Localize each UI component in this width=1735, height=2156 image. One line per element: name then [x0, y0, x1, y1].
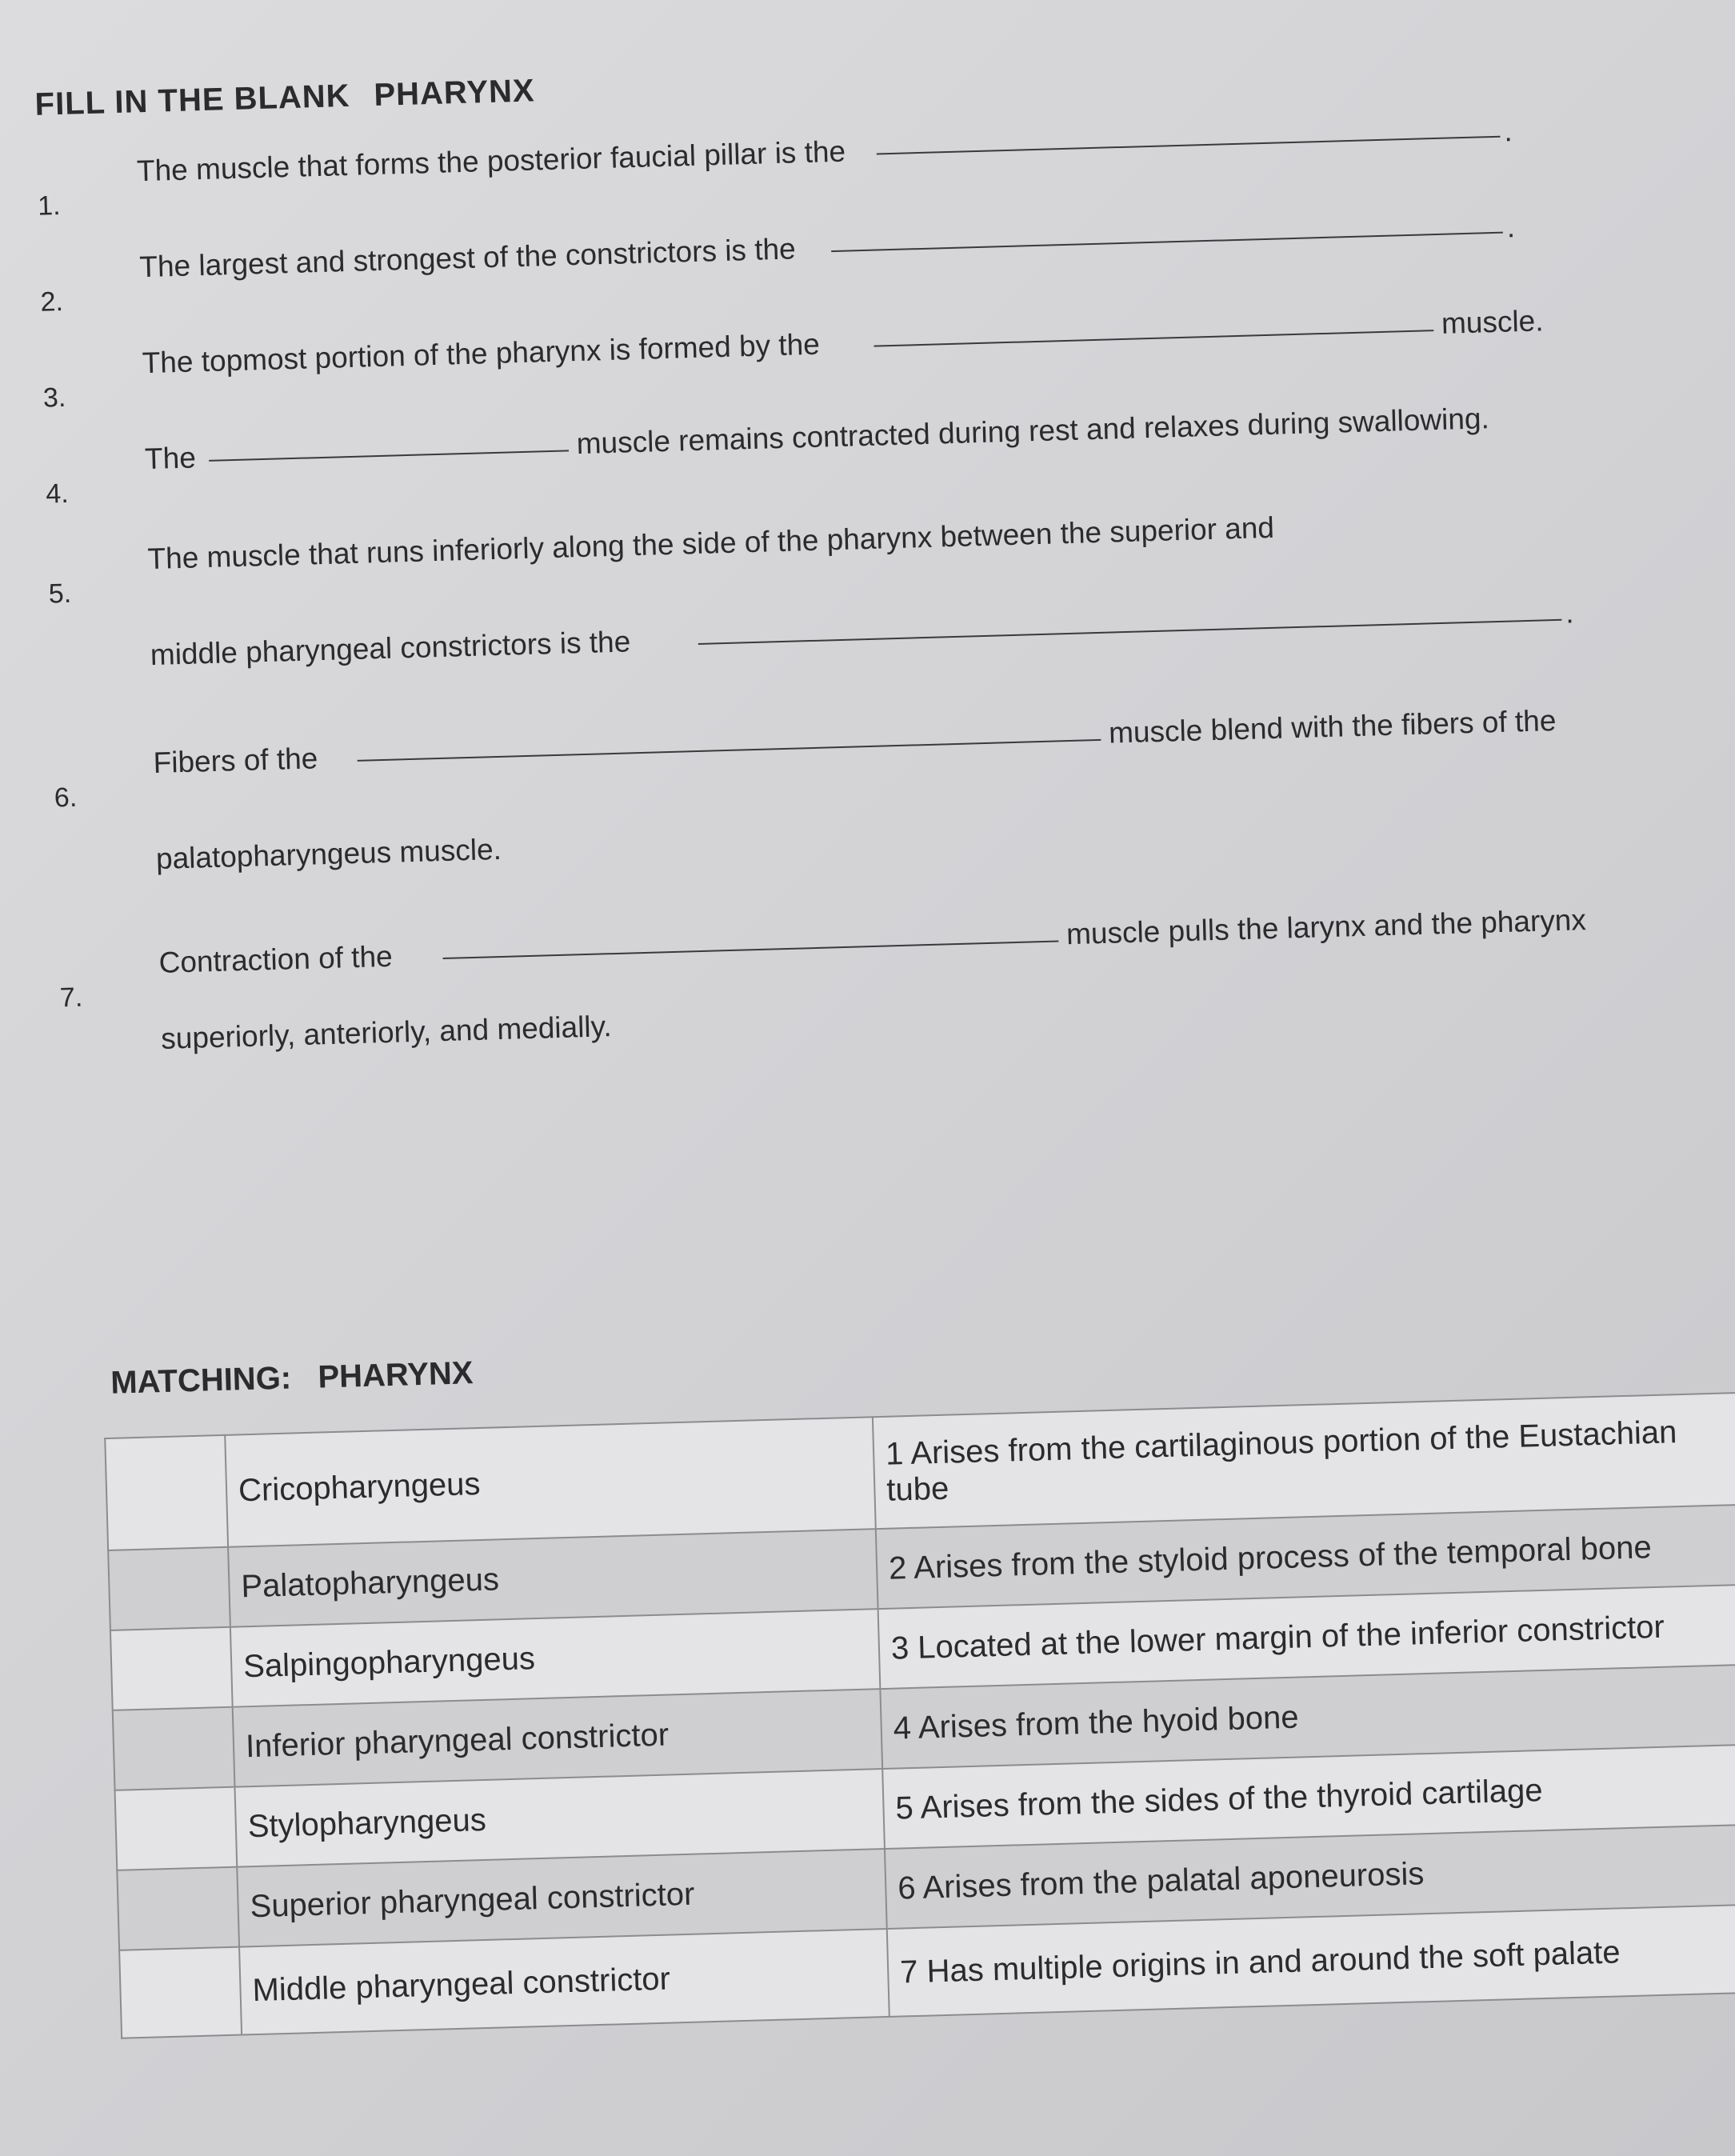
description-cell: 2 Arises from the styloid process of the temporal bone [876, 1505, 1735, 1609]
answer-blank-6[interactable] [358, 739, 1101, 762]
answer-cell[interactable] [113, 1707, 235, 1790]
answer-cell[interactable] [119, 1947, 242, 2038]
answer-cell[interactable] [115, 1787, 238, 1870]
description-cell: 7 Has multiple origins in and around the soft palate [887, 1905, 1735, 2017]
answer-blank-7[interactable] [443, 941, 1059, 959]
matching-table [104, 1392, 1735, 2039]
matching-title: MATCHING: PHARYNX [110, 1355, 474, 1401]
muscle-cell: Palatopharyngeus [228, 1529, 877, 1627]
description-cell: 3 Located at the lower margin of the inferior constrictor [878, 1585, 1735, 1689]
description-cell: 5 Arises from the sides of the thyroid cartilage [882, 1745, 1735, 1849]
muscle-cell: Stylopharyngeus [234, 1769, 884, 1867]
answer-blank-3[interactable] [873, 330, 1433, 347]
answer-blank-2[interactable] [831, 232, 1503, 252]
worksheet-content: FILL IN THE BLANK PHARYNX 1. The muscle that forms the posterior faucial pillar is the . 2. The largest and strongest of the constrictors is the . 3. The topmost portion of the pharynx is formed by the muscle. 4. The muscle remains contracted during rest and relaxes during swallowing. 5. The muscle that runs inferiorly along the side of the pharynx between the superior and middle pharyngeal constrictors is the . 6. Fibers of the muscle blend with the fibers of the palatopharyngeus muscle. 7. Contraction of the muscle pulls the larynx and the pharynx superiorly, anteriorly, and medially. MATCHING: PHARYNX Cricopharyngeus 1 Arises from the cartilaginous portion of the Eustachian tube Palatopharyngeus 2 Arises from the styloid process of the temporal bone Salpingopharyngeus 3 Located at the lower margin of the inferior constrictor Inferior pharyngeal constrictor 4 Arises from the hyoid bone Stylopharyngeus 5 Arises from the sides of the thyroid cartilage Superior pharyngeal constrictor 6 Arises from the palatal aponeurosis Middle pharyngeal constrictor 7 Has multiple origins in and around the soft palate [0, 0, 1735, 2155]
answer-cell[interactable] [105, 1435, 228, 1550]
muscle-cell: Cricopharyngeus [225, 1417, 876, 1547]
fill-in-title: FILL IN THE BLANK PHARYNX [34, 73, 536, 122]
answer-cell[interactable] [117, 1867, 239, 1950]
answer-blank-5[interactable] [698, 619, 1562, 645]
description-cell: 1 Arises from the cartilaginous portion of the Eustachian tube [873, 1393, 1735, 1529]
muscle-cell: Inferior pharyngeal constrictor [233, 1689, 882, 1787]
muscle-cell: Superior pharyngeal constrictor [237, 1849, 886, 1947]
muscle-cell: Middle pharyngeal constrictor [239, 1929, 889, 2035]
answer-cell[interactable] [108, 1547, 230, 1630]
muscle-cell: Salpingopharyngeus [230, 1609, 880, 1707]
answer-cell[interactable] [110, 1627, 233, 1710]
description-cell: 4 Arises from the hyoid bone [880, 1665, 1735, 1769]
answer-blank-4[interactable] [209, 450, 569, 462]
answer-blank-1[interactable] [877, 136, 1501, 155]
description-cell: 6 Arises from the palatal aponeurosis [885, 1825, 1735, 1929]
